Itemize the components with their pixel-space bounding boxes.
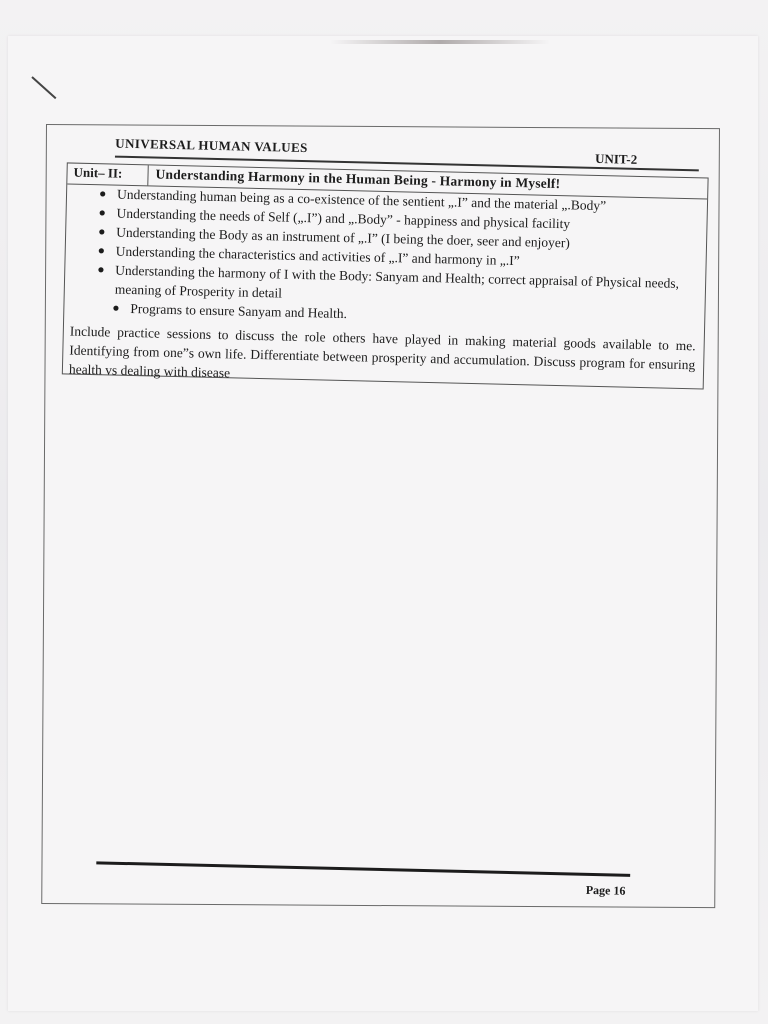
bullet-icon: ●: [98, 205, 107, 220]
bullet-icon: ●: [112, 300, 120, 315]
unit-tag: UNIT-2: [594, 150, 638, 167]
footer-rule: [96, 861, 630, 877]
bullet-icon: ●: [97, 262, 105, 277]
topic-text: Understanding the characteristics and activities of „.I” and harmony in „.I”: [115, 243, 520, 269]
unit-label: Unit– II:: [73, 164, 123, 181]
topic-text: Understanding the Body as an instrument of „.I” (I being the doer, seer and enjoyer): [116, 224, 571, 251]
page-frame: [41, 124, 720, 908]
course-title: UNIVERSAL HUMAN VALUES: [115, 135, 308, 156]
practice-sessions-text: Include practice sessions to discuss the role others have played in making material goods available to me. Identifying from one”s own life. Differentiate between prosperity and accumulation. Discuss program for ensuring health vs dealing with disease: [68, 323, 696, 381]
unit-separator: [147, 165, 148, 185]
bullet-icon: ●: [98, 186, 107, 201]
page-number: Page 16: [585, 882, 626, 898]
topic-text: Understanding human being as a co-existence of the sentient „.I” and the material „.Body”: [116, 186, 607, 214]
topic-list: [92, 184, 695, 331]
bullet-icon: ●: [98, 224, 106, 239]
topic-text: Programs to ensure Sanyam and Health.: [130, 300, 348, 322]
topic-text: Understanding the harmony of I with the Body: Sanyam and Health; correct appraisal of Physical needs, meaning of Prosperity in detail: [114, 262, 680, 301]
unit-title: Understanding Harmony in the Human Being - Harmony in Myself!: [155, 166, 561, 192]
page-content: [29, 124, 719, 918]
unit-syllabus-box: [62, 162, 709, 389]
bullet-icon: ●: [97, 243, 106, 258]
top-edge-shadow: [330, 40, 550, 44]
topic-text: Understanding the needs of Self („.I”) and „.Body” - happiness and physical facility: [116, 205, 571, 232]
